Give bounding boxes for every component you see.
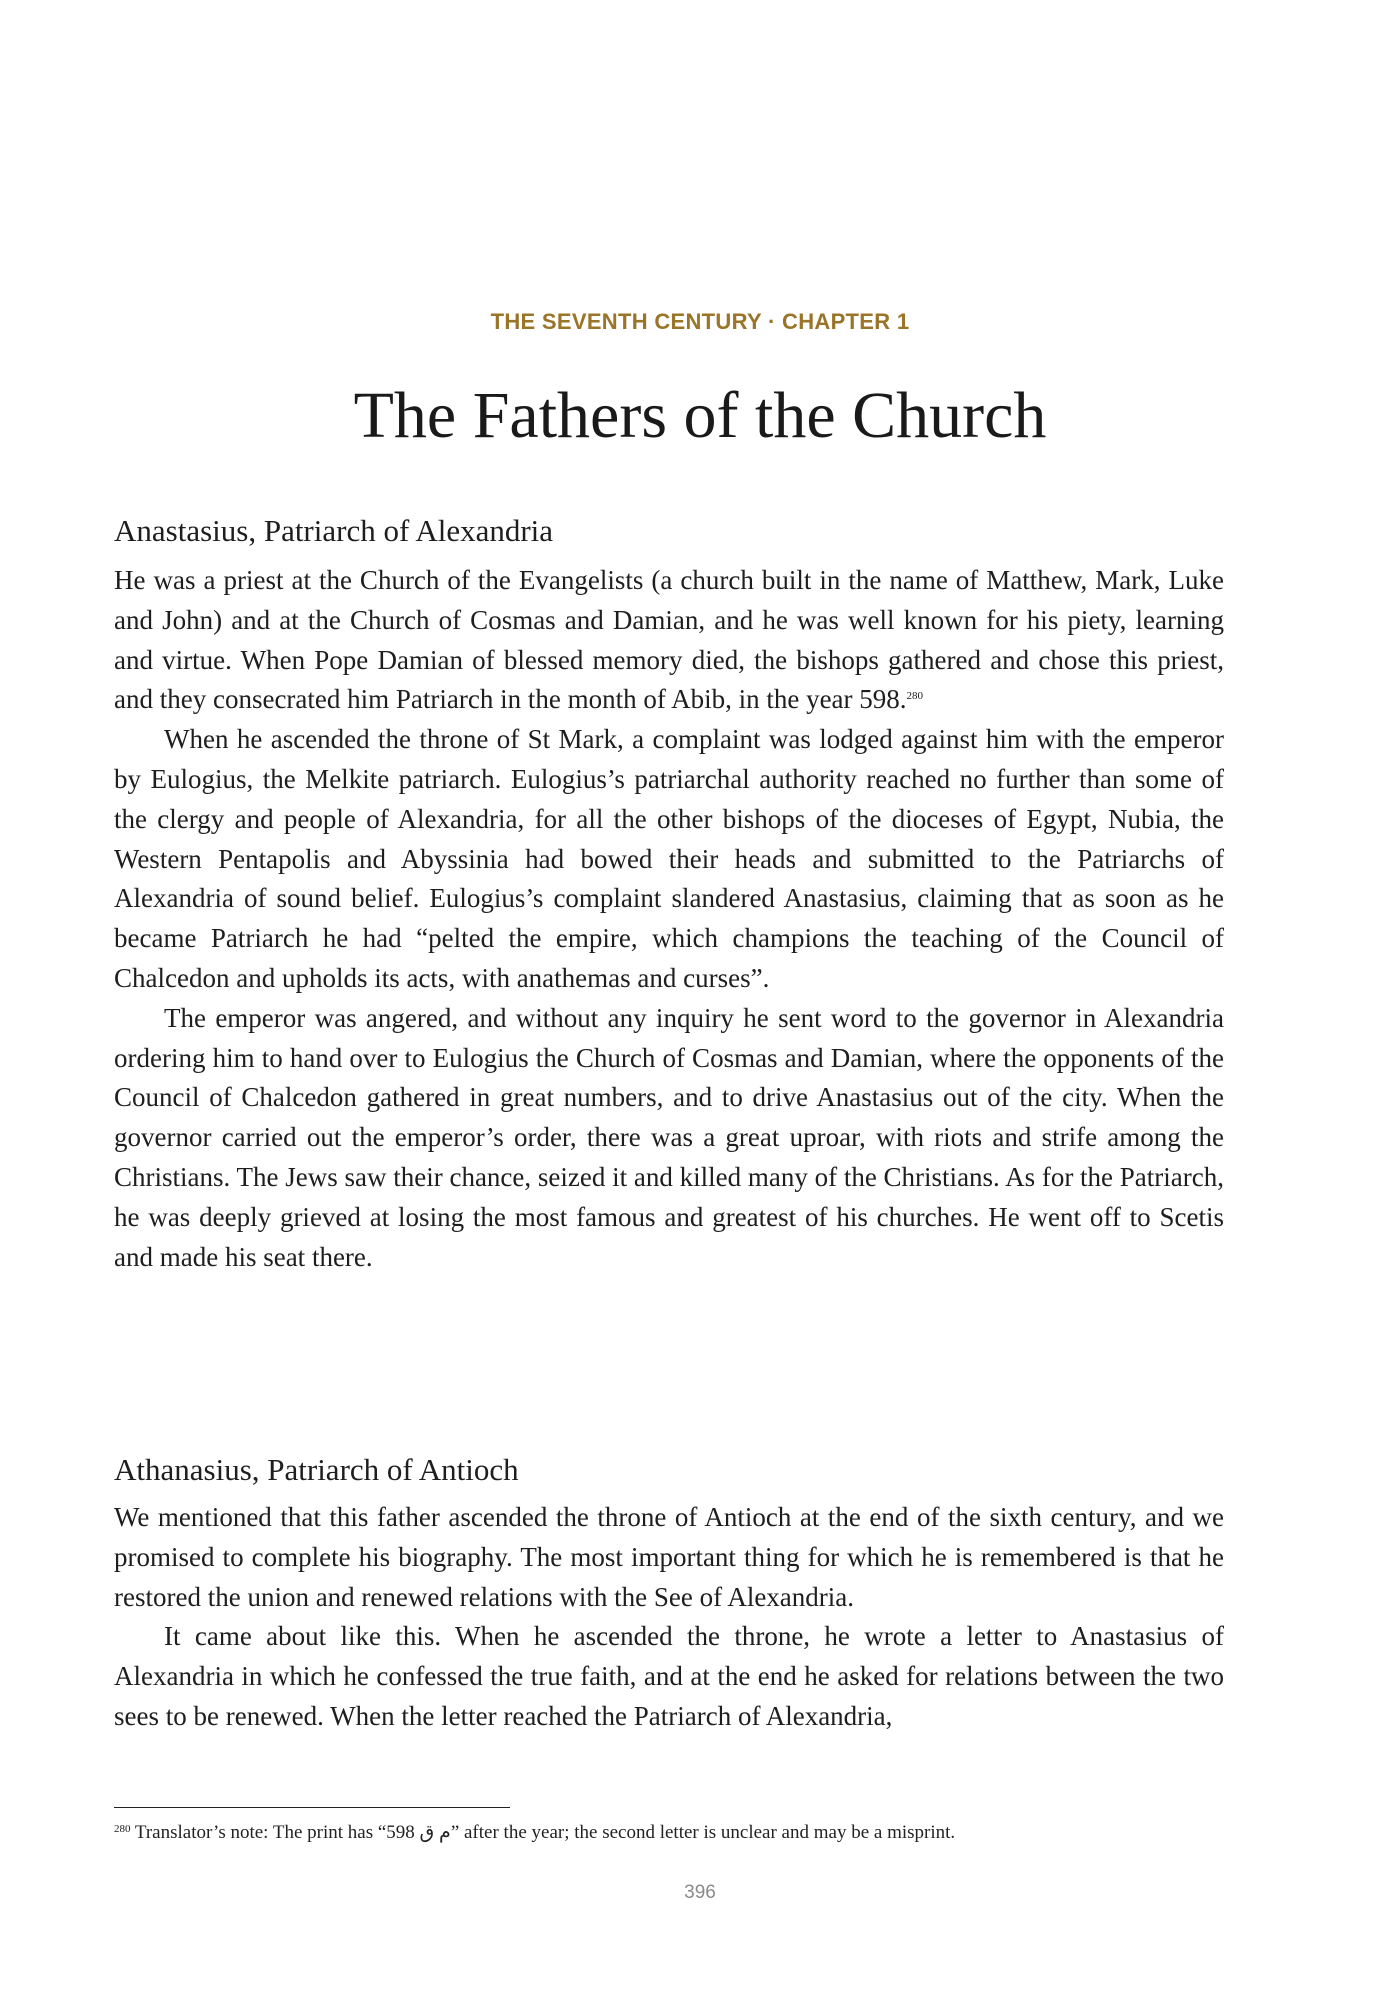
section-anastasius: [114, 511, 1224, 1277]
paragraph: The emperor was angered, and without any inquiry he sent word to the governor in Alexandria ordering him to hand over to Eulogius the Church of Cosmas and Damian, where the opponents of the Council of Chalcedon gathered in great numbers, and to drive Anastasius out of the city. When the governor carried out the emperor’s order, there was a great uproar, with riots and strife among the Christians. The Jews saw their chance, seized it and killed many of the Christians. As for the Patriarch, he was deeply grieved at losing the most famous and greatest of his churches. He went off to Scetis and made his seat there.: [114, 1002, 1224, 1272]
footnote-number: 280: [114, 1823, 131, 1835]
chapter-title: The Fathers of the Church: [353, 379, 1047, 452]
paragraph: It came about like this. When he ascended the throne, he wrote a letter to Anastasius of Alexandria in which he confessed the true faith, and at the end he asked for relations between the two sees to be renewed. When the letter reached the Patriarch of Alexandria,: [114, 1621, 1224, 1731]
paragraph-text: He was a priest at the Church of the Evangelists (a church built in the name of Matthew, Mark, Luke and John) and at the Church of Cosmas and Damian, and he was well known for his piety, learning and virtue. When Pope Damian of blessed memory died, the bishops gathered and chose this priest, and they consecrated him Patriarch in the month of Abib, in the year 598.: [114, 565, 1224, 715]
footnote-text: Translator’s note: The print has “598 م ق” after the year; the second letter is unclear and may be a misprint.: [134, 1822, 956, 1843]
section-athanasius: [114, 1450, 1224, 1737]
paragraph: [114, 561, 1224, 720]
page-number: 396: [684, 1882, 716, 1903]
paragraph: When he ascended the throne of St Mark, a complaint was lodged against him with the emperor by Eulogius, the Melkite patriarch. Eulogius’s patriarchal authority reached no further than some of the clergy and people of Alexandria, for all the other bishops of the dioceses of Egypt, Nubia, the Western Pentapolis and Abyssinia had bowed their heads and submitted to the Patriarchs of Alexandria of sound belief. Eulogius’s complaint slandered Anastasius, claiming that as soon as he became Patriarch he had “pelted the empire, which champions the teaching of the Council of Chalcedon and upholds its acts, with anathemas and curses”.: [114, 724, 1224, 993]
section-heading: Athanasius, Patriarch of Antioch: [114, 1452, 519, 1487]
footnote-reference[interactable]: 280: [906, 690, 924, 703]
paragraph: We mentioned that this father ascended the throne of Antioch at the end of the sixth century, and we promised to complete his biography. The most important thing for which he is remembered is that he restored the union and renewed relations with the See of Alexandria.: [114, 1502, 1224, 1612]
footnote: [114, 1820, 1224, 1846]
footnote-divider: [114, 1807, 510, 1808]
section-heading: Anastasius, Patriarch of Alexandria: [114, 513, 554, 548]
running-head: THE SEVENTH CENTURY · CHAPTER 1: [490, 309, 910, 334]
